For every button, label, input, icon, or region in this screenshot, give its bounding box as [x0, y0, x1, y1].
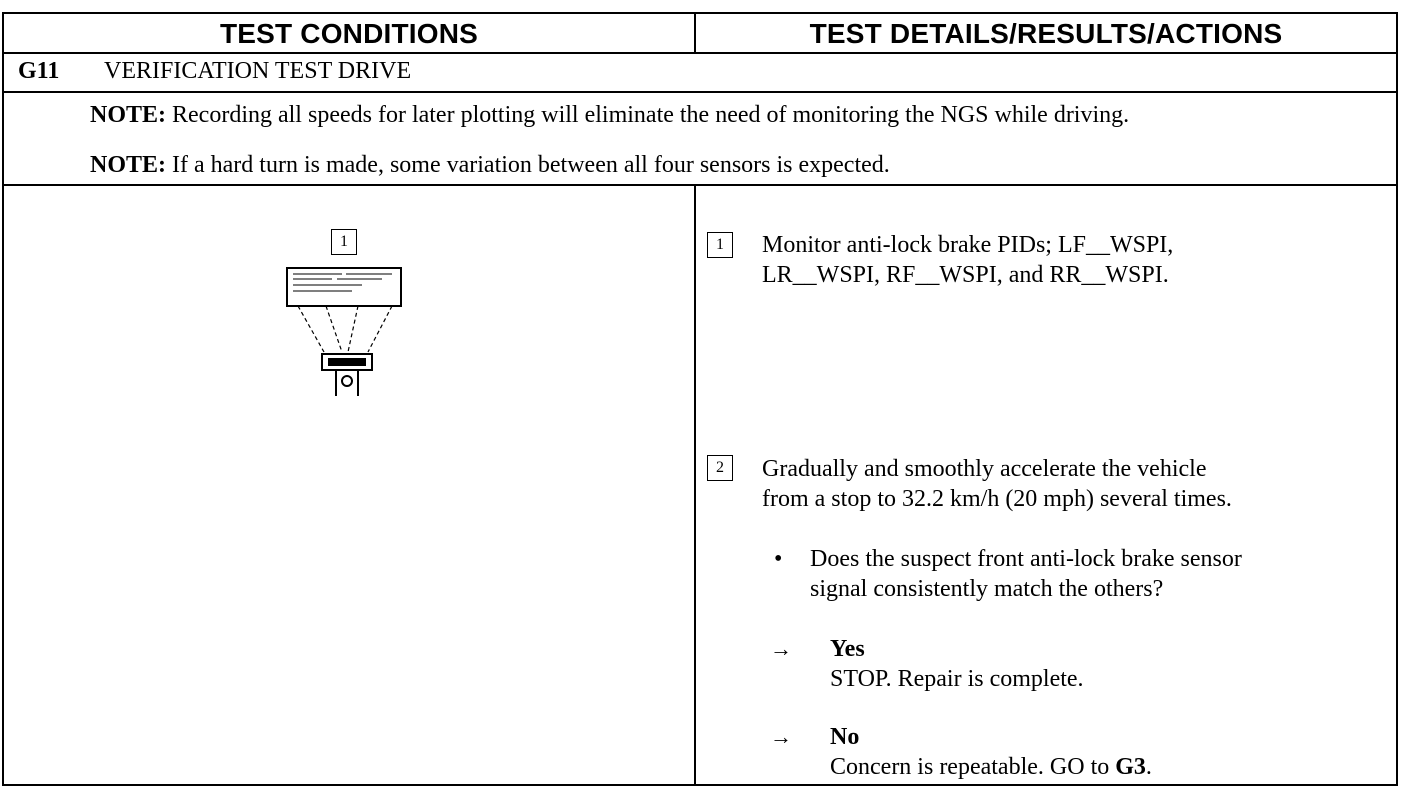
body-column-divider [694, 184, 696, 784]
note-2-label: NOTE: [90, 152, 167, 178]
step-1-line-1: Monitor anti-lock brake PIDs; LF__WSPI, [762, 232, 1174, 258]
step-2-question [810, 544, 1242, 604]
question-line-2: signal consistently match the others? [810, 576, 1164, 602]
answer-no-action-text: Concern is repeatable. GO to [830, 754, 1116, 780]
answer-yes-action: STOP. Repair is complete. [830, 666, 1084, 692]
step-2-line-2: from a stop to 32.2 km/h (20 mph) several times. [762, 486, 1232, 512]
section-divider [4, 91, 1396, 93]
answer-no-label: No [830, 724, 860, 750]
ngs-tester-icon [282, 264, 408, 396]
answer-yes-label: Yes [830, 636, 865, 662]
step-2-text [762, 454, 1232, 514]
header-test-conditions: TEST CONDITIONS [219, 18, 479, 49]
question-bullet: • [774, 546, 783, 572]
step-2-number: 2 [707, 455, 733, 481]
header-divider [4, 52, 1396, 54]
step-1-number: 1 [707, 232, 733, 258]
answer-no [830, 722, 1152, 782]
illustration-step-number: 1 [331, 229, 357, 255]
step-1-text [762, 230, 1173, 290]
step-1-line-2: LR__WSPI, RF__WSPI, and RR__WSPI. [762, 262, 1169, 288]
answer-yes [830, 634, 1084, 694]
step-2-line-1: Gradually and smoothly accelerate the vehicle [762, 456, 1207, 482]
header-column-divider [694, 14, 696, 54]
section-title: VERIFICATION TEST DRIVE [104, 58, 412, 84]
go-to-g3-link[interactable]: G3 [1115, 754, 1146, 780]
note-1 [90, 102, 1129, 129]
note-1-label: NOTE: [90, 102, 167, 128]
note-2-text: If a hard turn is made, some variation between all four sensors is expected. [172, 152, 890, 178]
yes-arrow-icon: → [770, 636, 792, 661]
section-code: G11 [18, 58, 60, 84]
answer-no-action-end: . [1145, 754, 1152, 780]
question-line-1: Does the suspect front anti-lock brake sensor [810, 546, 1242, 572]
note-2 [90, 152, 890, 179]
header-test-details: TEST DETAILS/RESULTS/ACTIONS [809, 18, 1283, 49]
answer-no-action [830, 752, 1152, 782]
note-1-text: Recording all speeds for later plotting will eliminate the need of monitoring the NGS while driving. [172, 102, 1130, 128]
notes-divider [4, 184, 1396, 186]
no-arrow-icon: → [770, 724, 792, 749]
test-table [2, 12, 1398, 786]
